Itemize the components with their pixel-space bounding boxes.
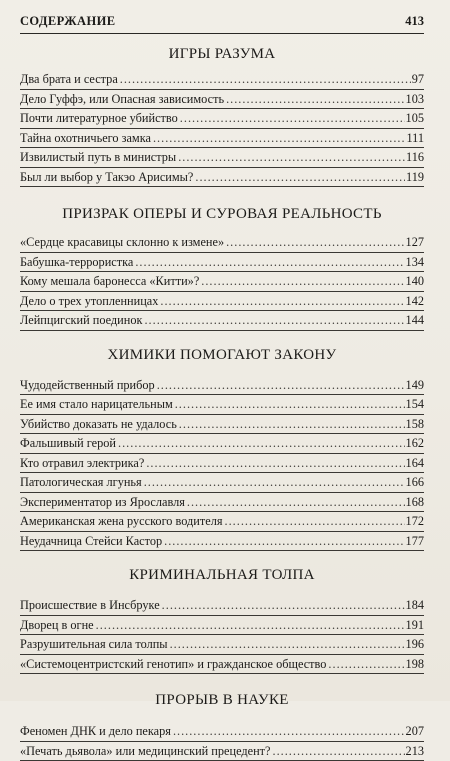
toc-section-science-breakthrough (20, 687, 424, 761)
dot-leader (135, 253, 404, 273)
dot-leader (180, 109, 405, 129)
entry-page: 119 (405, 168, 424, 188)
entry-page: 191 (405, 616, 424, 636)
entry-page: 198 (405, 655, 424, 675)
entry-title: Дело Гуффэ, или Опасная зависимость (20, 90, 226, 110)
entry-title: Экспериментатор из Ярославля (20, 493, 187, 513)
toc-entry (20, 473, 424, 493)
entry-title: Фальшивый герой (20, 434, 118, 454)
entry-page: 172 (405, 512, 424, 532)
entry-page: 177 (405, 532, 424, 552)
toc-section-mind-games (20, 34, 424, 187)
entry-page: 111 (405, 129, 424, 149)
toc-entry (20, 722, 424, 742)
toc-list (20, 596, 424, 674)
entry-title: Происшествие в Инсбруке (20, 596, 162, 616)
running-header (20, 0, 424, 34)
section-title: ХИМИКИ ПОМОГАЮТ ЗАКОНУ (20, 342, 424, 368)
toc-entry (20, 253, 424, 273)
entry-title: Почти литературное убийство (20, 109, 180, 129)
entry-title: Извилистый путь в министры (20, 148, 178, 168)
dot-leader (157, 376, 405, 396)
toc-section-criminal-crowd (20, 562, 424, 674)
entry-page: 213 (405, 742, 424, 761)
entry-title: «Системоцентристский генотип» и гражданское общество (20, 655, 328, 675)
entry-title: Кто отравил электрика? (20, 454, 146, 474)
dot-leader (144, 311, 404, 331)
dot-leader (120, 70, 411, 90)
entry-title: Убийство доказать не удалось (20, 415, 179, 435)
toc-list (20, 233, 424, 331)
entry-page: 149 (405, 376, 424, 396)
entry-page: 105 (405, 109, 424, 129)
entry-page: 184 (405, 596, 424, 616)
dot-leader (226, 233, 404, 253)
toc-list (20, 722, 424, 761)
entry-page: 134 (405, 253, 424, 273)
toc-entry (20, 512, 424, 532)
entry-title: Неудачница Стейси Кастор (20, 532, 164, 552)
toc-entry (20, 434, 424, 454)
toc-entry (20, 376, 424, 396)
entry-title: Два брата и сестра (20, 70, 120, 90)
dot-leader (175, 395, 405, 415)
running-title: СОДЕРЖАНИЕ (20, 14, 115, 29)
toc-entry (20, 635, 424, 655)
dot-leader (162, 596, 405, 616)
entry-page: 144 (405, 311, 424, 331)
toc-entry (20, 233, 424, 253)
section-title: ИГРЫ РАЗУМА (20, 41, 424, 67)
entry-title: Дело о трех утопленницах (20, 292, 160, 312)
toc-entry (20, 532, 424, 552)
entry-title: Разрушительная сила толпы (20, 635, 170, 655)
toc-section-phantom-opera (20, 201, 424, 331)
dot-leader (273, 742, 405, 761)
dot-leader (170, 635, 405, 655)
toc-entry (20, 655, 424, 675)
entry-title: Американская жена русского водителя (20, 512, 225, 532)
dot-leader (225, 512, 405, 532)
dot-leader (178, 148, 405, 168)
section-title: КРИМИНАЛЬНАЯ ТОЛПА (20, 562, 424, 588)
dot-leader (160, 292, 404, 312)
entry-page: 127 (405, 233, 424, 253)
entry-page: 158 (405, 415, 424, 435)
dot-leader (164, 532, 404, 552)
entry-title: Дворец в огне (20, 616, 96, 636)
entry-title: «Печать дьявола» или медицинский прецедент? (20, 742, 273, 761)
entry-page: 166 (405, 473, 424, 493)
toc-entry (20, 70, 424, 90)
entry-title: Патологическая лгунья (20, 473, 144, 493)
entry-page: 140 (405, 272, 424, 292)
toc-entry (20, 311, 424, 331)
entry-page: 164 (405, 454, 424, 474)
dot-leader (96, 616, 405, 636)
entry-page: 162 (405, 434, 424, 454)
entry-page: 154 (405, 395, 424, 415)
entry-page: 196 (405, 635, 424, 655)
dot-leader (226, 90, 404, 110)
dot-leader (201, 272, 404, 292)
dot-leader (179, 415, 405, 435)
toc-list (20, 376, 424, 552)
entry-title: Кому мешала баронесса «Китти»? (20, 272, 201, 292)
entry-page: 207 (405, 722, 424, 742)
entry-page: 97 (411, 70, 424, 90)
entry-title: Ее имя стало нарицательным (20, 395, 175, 415)
entry-page: 116 (405, 148, 424, 168)
dot-leader (187, 493, 405, 513)
entry-page: 142 (405, 292, 424, 312)
entry-title: Лейпцигский поединок (20, 311, 144, 331)
entry-title: Бабушка-террористка (20, 253, 135, 273)
dot-leader (328, 655, 404, 675)
section-title: ПРИЗРАК ОПЕРЫ И СУРОВАЯ РЕАЛЬНОСТЬ (20, 201, 424, 227)
toc-entry (20, 395, 424, 415)
entry-page: 168 (405, 493, 424, 513)
toc-entry (20, 742, 424, 761)
dot-leader (146, 454, 404, 474)
dot-leader (118, 434, 405, 454)
toc-section-chemists (20, 342, 424, 552)
entry-title: «Сердце красавицы склонно к измене» (20, 233, 226, 253)
toc-entry (20, 129, 424, 149)
dot-leader (195, 168, 405, 188)
section-title: ПРОРЫВ В НАУКЕ (20, 687, 424, 713)
entry-title: Был ли выбор у Такэо Арисимы? (20, 168, 195, 188)
entry-title: Чудодейственный прибор (20, 376, 157, 396)
dot-leader (173, 722, 405, 742)
toc-list (20, 70, 424, 187)
toc-entry (20, 148, 424, 168)
toc-entry (20, 596, 424, 616)
entry-title: Тайна охотничьего замка (20, 129, 153, 149)
toc-entry (20, 168, 424, 188)
entry-title: Феномен ДНК и дело пекаря (20, 722, 173, 742)
entry-page: 103 (405, 90, 424, 110)
toc-entry (20, 493, 424, 513)
toc-entry (20, 454, 424, 474)
toc-entry (20, 109, 424, 129)
toc-entry (20, 272, 424, 292)
dot-leader (153, 129, 405, 149)
toc-entry (20, 415, 424, 435)
toc-entry (20, 616, 424, 636)
page-number: 413 (405, 14, 424, 29)
dot-leader (144, 473, 405, 493)
toc-entry (20, 90, 424, 110)
toc-entry (20, 292, 424, 312)
